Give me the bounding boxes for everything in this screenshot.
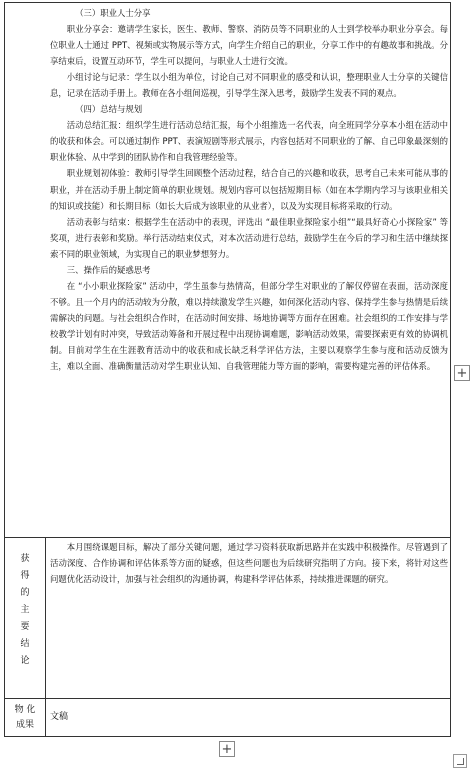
section-heading-part3: （三）职业人士分享 <box>75 8 151 18</box>
conclusions-text: 本月围绕课题目标，解决了部分关键问题，通过学习资料获取新思路并在实践中积极操作。尽管遇到了活动深度、合作协调和评估体系等方面的疑惑，但这些问题也为后续研究指明了方向。接下来，将针对这些问题优化活动设计，加强与社会组织的沟通协调，构建科学评估体系，持续推进课题的研究。 <box>50 542 448 585</box>
table-row-divider <box>5 698 450 699</box>
paragraph-reflection: 在 “小小职业探险家” 活动中，学生虽参与热情高，但部分学生对职业的了解仅停留在表面，活动深度不够。且一个月内的活动较为分散，难以持续激发学生兴趣，如何深化活动内容、保持学生参与热情是后续需解决的问题。与社会组织合作时，在活动时间安排、场地协调等方面存在困难。社会组织的工作安排与学校教学计划有时冲突，导致活动筹备和开展过程中出现协调难题，影响活动效果，需要探索更有效的协调机制。目前对学生在生涯教育活动中的收获和成长缺乏科学评估方法，主要以观察学生参与度和活动反馈为主，难以全面、准确衡量活动对学生职业认知、自我管理能力等方面的影响，需要构建完善的评估体系。 <box>50 280 448 372</box>
conclusions-label: 获 得 的 主 要 结 论 <box>20 554 30 666</box>
section-heading-reflection: 三、操作后的疑惑思考 <box>66 264 151 275</box>
paragraph-group-discussion: 小组讨论与记录：学生以小组为单位，讨论自己对不同职业的感受和认识，整理职业人士分享的关键信息，记录在活动手册上。教师在各小组间巡视，引导学生深入思考，鼓励学生发表不同的观点。 <box>50 72 448 99</box>
paragraph-career-planning: 职业规划初体验：教师引导学生回顾整个活动过程，结合自己的兴趣和收获，思考自己未来可能从事的职业，并在活动手册上制定简单的职业规划。规划内容可以包括短期目标（如在本学期内学习与该职业相关的知识或技能）和长期目标（如长大后成为该职业的从业者），以及为实现目标将采取的行动。 <box>50 168 448 211</box>
results-text: 文稿 <box>50 712 69 722</box>
paragraph-career-sharing: 职业分享会：邀请学生家长，医生、教师、警察、消防员等不同职业的人士到学校举办职业分享会。每位职业人士通过 PPT、视频或实物展示等方式，向学生介绍自己的职业，分享工作中的有趣故事和挑战。分享结束后，设置互动环节，学生可以提问，与职业人士进行交流。 <box>50 24 448 67</box>
paragraph-activity-summary: 活动总结汇报：组织学生进行活动总结汇报，每个小组推选一名代表，向全班同学分享本小组在活动中的收获和体会。可以通过制作 PPT、表演短剧等形式展示，内容包括对不同职业的了解、自己印象最深刻的职业体验、从中学到的团队协作和自我管理经验等。 <box>50 120 448 163</box>
add-column-button[interactable]: + <box>454 365 470 381</box>
table-row-divider <box>5 537 450 538</box>
conclusions-cell <box>50 539 448 587</box>
document-table <box>4 2 451 737</box>
table-column-divider <box>45 538 46 736</box>
process-section <box>50 5 448 374</box>
section-heading-part4: （四）总结与规划 <box>75 104 143 115</box>
paragraph-awards: 活动表彰与结束：根据学生在活动中的表现，评选出 “最佳职业探险家小组”“最具好奇心小探险家” 等奖项，进行表彰和奖励。举行活动结束仪式，对本次活动进行总结，鼓励学生在今后的学习和生活中继续探索不同的职业领域，为实现自己的职业梦想努力。 <box>50 216 448 259</box>
results-cell <box>50 709 448 725</box>
table-resize-handle[interactable] <box>453 754 467 768</box>
add-row-button[interactable]: + <box>219 741 235 757</box>
results-label: 物 化 成果 <box>14 705 36 730</box>
